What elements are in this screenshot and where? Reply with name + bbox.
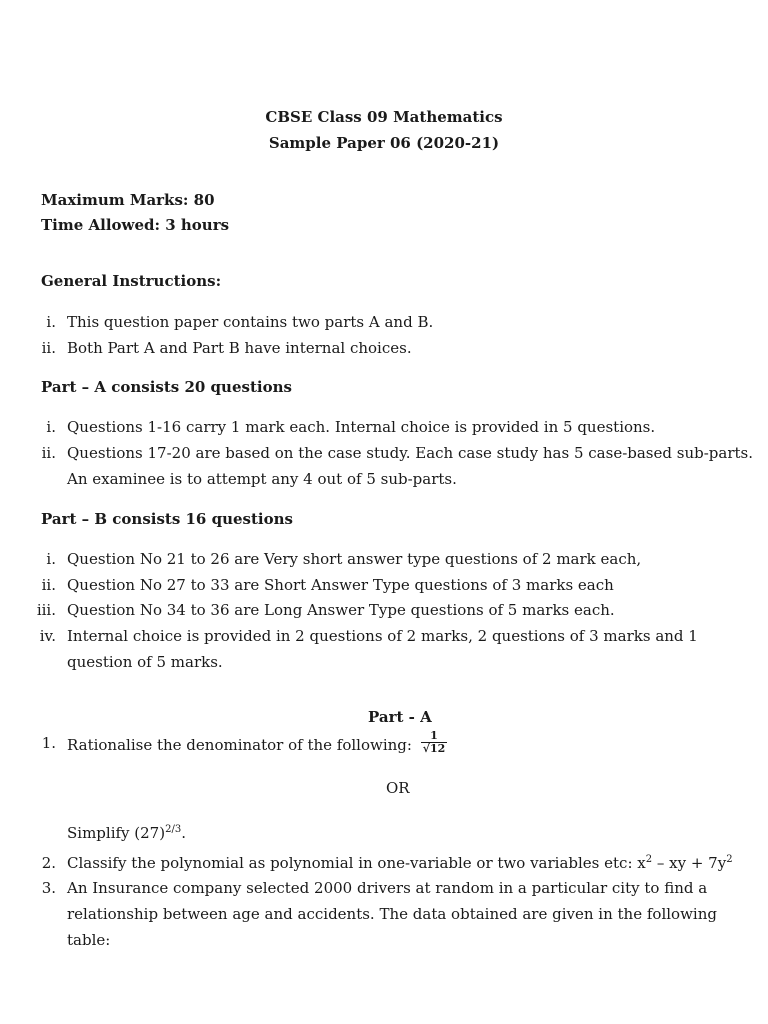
list-item-text: This question paper contains two parts A and B. [67,313,434,331]
question-number: 2. [41,854,56,872]
fraction-denominator: √12 [422,741,446,755]
part-a-heading: Part – A consists 20 questions [41,378,292,396]
part-b-heading: Part – B consists 16 questions [41,510,293,528]
exponent: 2 [645,854,653,865]
question-number: 1. [41,734,56,752]
section-a-heading: Part - A [368,708,432,726]
list-item-number: ii. [41,576,56,594]
list-item-text: Question No 21 to 26 are Very short answer type questions of 2 mark each, [67,550,642,568]
time-allowed: Time Allowed: 3 hours [41,216,230,234]
or-separator: OR [386,779,410,797]
list-item-number: iii. [36,601,56,619]
list-item-number: ii. [41,339,56,357]
question-number: 3. [41,879,56,897]
exponent: 2 [726,854,733,865]
general-instructions-heading: General Instructions: [41,272,222,290]
exponent: 2/3 [165,824,182,835]
document-title: CBSE Class 09 Mathematics [265,108,503,126]
list-item-text: Question No 34 to 36 are Long Answer Type questions of 5 marks each. [67,601,615,619]
fraction [421,730,448,754]
list-item-number: i. [46,418,56,436]
max-marks: Maximum Marks: 80 [41,191,215,209]
list-item-number: i. [46,550,56,568]
period: . [181,824,186,842]
list-item-number: iv. [39,627,56,645]
list-item-text: Both Part A and Part B have internal choices. [67,339,412,357]
polynomial-middle: – xy + 7y [652,854,727,872]
list-item-text: Question No 27 to 33 are Short Answer Type questions of 3 marks each [67,576,614,594]
list-item-continuation: question of 5 marks. [67,653,223,671]
fraction-numerator: 1 [421,730,448,743]
document-subtitle: Sample Paper 06 (2020-21) [268,134,500,152]
list-item-number: ii. [41,444,56,462]
question-text-continuation: relationship between age and accidents. The data obtained are given in the following [67,905,717,923]
list-item-number: i. [46,313,56,331]
question-text: An Insurance company selected 2000 drivers at random in a particular city to find a [67,879,708,897]
list-item-text: Internal choice is provided in 2 questions of 2 marks, 2 questions of 3 marks and 1 [67,627,698,645]
question-1-alternative [67,824,186,842]
alternative-text: Simplify (27) [67,824,166,842]
list-item-continuation: An examinee is to attempt any 4 out of 5 sub-parts. [67,470,457,488]
question-text: Classify the polynomial as polynomial in one-variable or two variables etc: x [67,854,646,872]
list-item-text: Questions 17-20 are based on the case study. Each case study has 5 case-based sub-parts. [67,444,753,462]
question-text: Rationalise the denominator of the following: [67,736,412,755]
question-text-continuation: table: [67,931,111,949]
list-item-text: Questions 1-16 carry 1 mark each. Internal choice is provided in 5 questions. [67,418,656,436]
